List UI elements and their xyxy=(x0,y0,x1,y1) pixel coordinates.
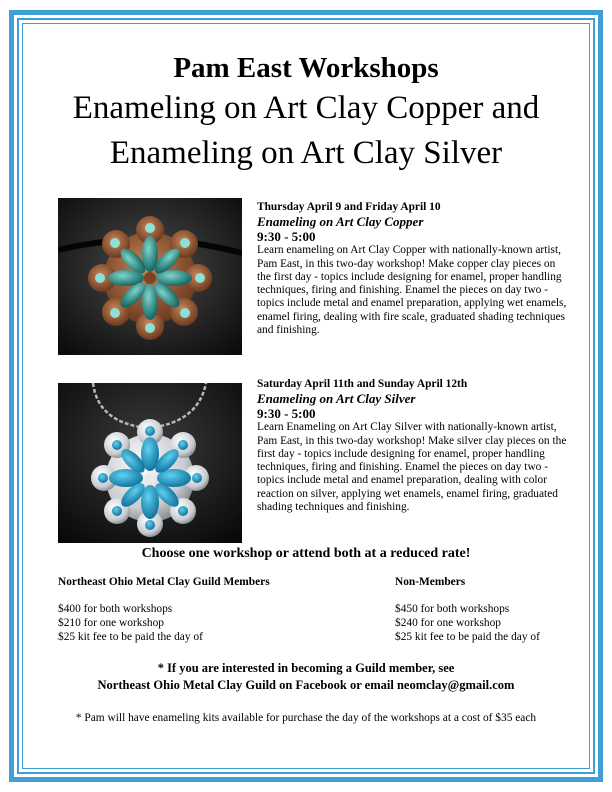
kit-footnote: * Pam will have enameling kits available for purchase the day of the workshops at a cost of $35 each xyxy=(75,712,537,724)
workshop-silver xyxy=(257,378,567,514)
price-line: $400 for both workshops xyxy=(58,603,173,615)
price-line: $25 kit fee to be paid the day of xyxy=(395,631,540,643)
pricing-heading: Northeast Ohio Metal Clay Guild Members xyxy=(58,576,270,588)
pricing-members xyxy=(58,575,358,644)
workshop-time: 9:30 - 5:00 xyxy=(257,406,316,422)
flyer-title: Pam East Workshops xyxy=(173,52,439,84)
price-line: $210 for one workshop xyxy=(58,617,164,629)
workshop-date: Saturday April 11th and Sunday April 12th xyxy=(257,378,468,390)
price-line: $240 for one workshop xyxy=(395,617,501,629)
flyer-subtitle-line2: Enameling on Art Clay Silver xyxy=(109,135,503,171)
workshop-description: Learn enameling on Art Clay Copper with nationally-known artist, Pam East, in this two-day workshop! Make copper clay pieces on the first day - topics include designing for enamel, proper handling techniques, firing and finishing. Enamel the pieces on day two - topics include metal and enamel preparation, applying wet enamels, enamel firing, dealing with fire scale, graduated shading techniques and finishing. xyxy=(257,244,567,337)
flyer-subtitle-line1: Enameling on Art Clay Copper and xyxy=(72,90,540,126)
copper-pendant-photo xyxy=(58,198,242,355)
workshop-time: 9:30 - 5:00 xyxy=(257,229,316,245)
choose-heading: Choose one workshop or attend both at a reduced rate! xyxy=(141,546,471,561)
workshop-copper xyxy=(257,201,567,337)
workshop-description: Learn Enameling on Art Clay Silver with nationally-known artist, Pam East, in this two-day workshop! Make silver clay pieces on the first day - topics include designing for enamel, proper handling techniques, firing and finishing. Enamel the pieces on day two - topics include metal and enamel preparation, dealing with color reaction on silver, applying wet enamels, enamel firing, graduated shading techniques and finishing. xyxy=(257,421,567,514)
pricing-heading: Non-Members xyxy=(395,576,466,588)
price-line: $25 kit fee to be paid the day of xyxy=(58,631,203,643)
silver-pendant-photo xyxy=(58,383,242,543)
note-line: * If you are interested in becoming a Guild member, see xyxy=(157,661,455,675)
workshop-date: Thursday April 9 and Friday April 10 xyxy=(257,201,441,213)
pricing-nonmembers xyxy=(395,575,595,644)
workshop-name: Enameling on Art Clay Silver xyxy=(257,391,416,407)
workshop-name: Enameling on Art Clay Copper xyxy=(257,214,424,230)
guild-membership-note xyxy=(0,660,612,694)
price-line: $450 for both workshops xyxy=(395,603,510,615)
note-line: Northeast Ohio Metal Clay Guild on Facebook or email neomclay@gmail.com xyxy=(97,678,515,692)
